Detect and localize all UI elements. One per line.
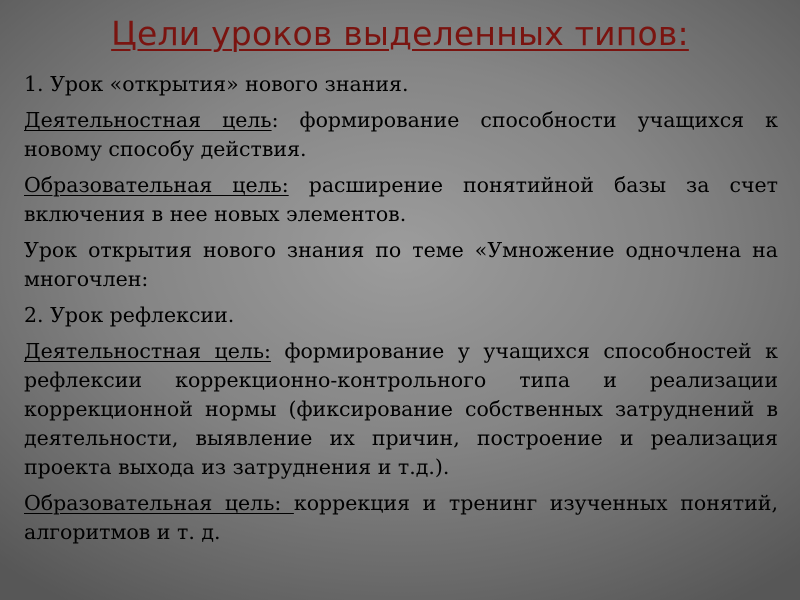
lesson-1-heading [24,70,778,99]
activity-goal-label: Деятельностная цель [24,108,272,132]
education-goal-label: Образовательная цель: [24,491,294,515]
slide-title: Цели уроков выделенных типов: [111,14,689,53]
activity-goal-text: формирование у учащихся способностей к рефлексии коррекционно-контрольного типа и реализации коррекционной нормы (фиксирование собственных затруднений в деятельности, выявление их причин, построение и реализация проекта выхода из затруднения и т.д.). [24,339,778,479]
activity-goal-text: формирование способности учащихся к новому способу действия. [24,108,778,161]
lesson-2-activity-goal [24,337,778,482]
lesson-1-heading-text: 1. Урок «открытия» нового знания. [24,72,409,96]
activity-goal-label: Деятельностная цель: [24,339,271,363]
lesson-2-heading [24,301,778,330]
lesson-1-topic-text: Урок открытия нового знания по теме «Умножение одночлена на многочлен: [24,238,778,291]
education-goal-text: коррекция и тренинг изученных понятий, алгоритмов и т. д. [24,491,778,544]
lesson-2-education-goal [24,489,778,547]
lesson-1-activity-goal [24,106,778,164]
lesson-2-heading-text: 2. Урок рефлексии. [24,303,235,327]
activity-goal-separator: : [271,108,279,132]
slide-body [24,70,778,554]
education-goal-text: расширение понятийной базы за счет включения в нее новых элементов. [24,173,778,226]
education-goal-label: Образовательная цель: [24,173,289,197]
lesson-1-topic [24,236,778,294]
lesson-1-education-goal [24,171,778,229]
